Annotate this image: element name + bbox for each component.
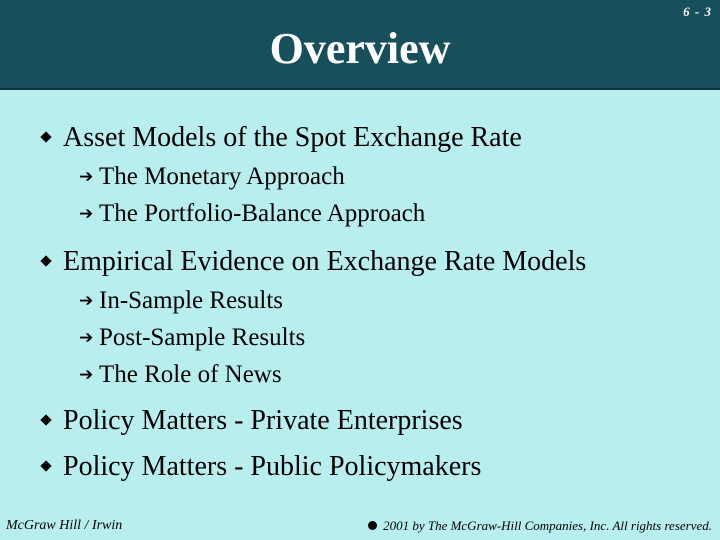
diamond-bullet-icon [40, 414, 51, 425]
sub-item [79, 199, 425, 229]
copyright-text: 2001 by The McGraw-Hill Companies, Inc. All rights reserved. [383, 518, 712, 533]
copyright-icon [368, 521, 377, 530]
slide-title: Overview [269, 24, 451, 73]
right-arrow-icon: ➔ [79, 204, 94, 224]
right-arrow-icon: ➔ [79, 365, 94, 385]
diamond-bullet-icon [40, 131, 51, 142]
sub-item-label: The Role of News [99, 361, 282, 388]
diamond-bullet-icon [40, 255, 51, 266]
right-arrow-icon: ➔ [79, 167, 94, 187]
right-arrow-icon: ➔ [79, 291, 94, 311]
slide-number: 6 - 3 [683, 4, 712, 19]
sub-item-label: The Monetary Approach [99, 163, 345, 190]
sub-item [79, 286, 283, 316]
bullet-item [42, 246, 586, 278]
sub-item [79, 323, 305, 353]
sub-item-label: The Portfolio-Balance Approach [99, 200, 426, 227]
diamond-bullet-icon [40, 460, 51, 471]
publisher-footer: McGraw Hill / Irwin [6, 518, 123, 533]
bullet-label: Asset Models of the Spot Exchange Rate [63, 122, 522, 153]
right-arrow-icon: ➔ [79, 328, 94, 348]
bullet-item [42, 405, 463, 437]
sub-item-label: Post-Sample Results [99, 324, 306, 351]
sub-item [79, 162, 345, 192]
copyright-footer [368, 518, 712, 534]
bullet-label: Empirical Evidence on Exchange Rate Models [63, 246, 587, 277]
bullet-label: Policy Matters - Public Policymakers [63, 451, 482, 482]
bullet-item [42, 122, 522, 154]
bullet-item [42, 451, 481, 483]
bullet-label: Policy Matters - Private Enterprises [63, 405, 463, 436]
sub-item [79, 360, 282, 390]
sub-item-label: In-Sample Results [99, 287, 284, 314]
header-bar [0, 0, 720, 90]
